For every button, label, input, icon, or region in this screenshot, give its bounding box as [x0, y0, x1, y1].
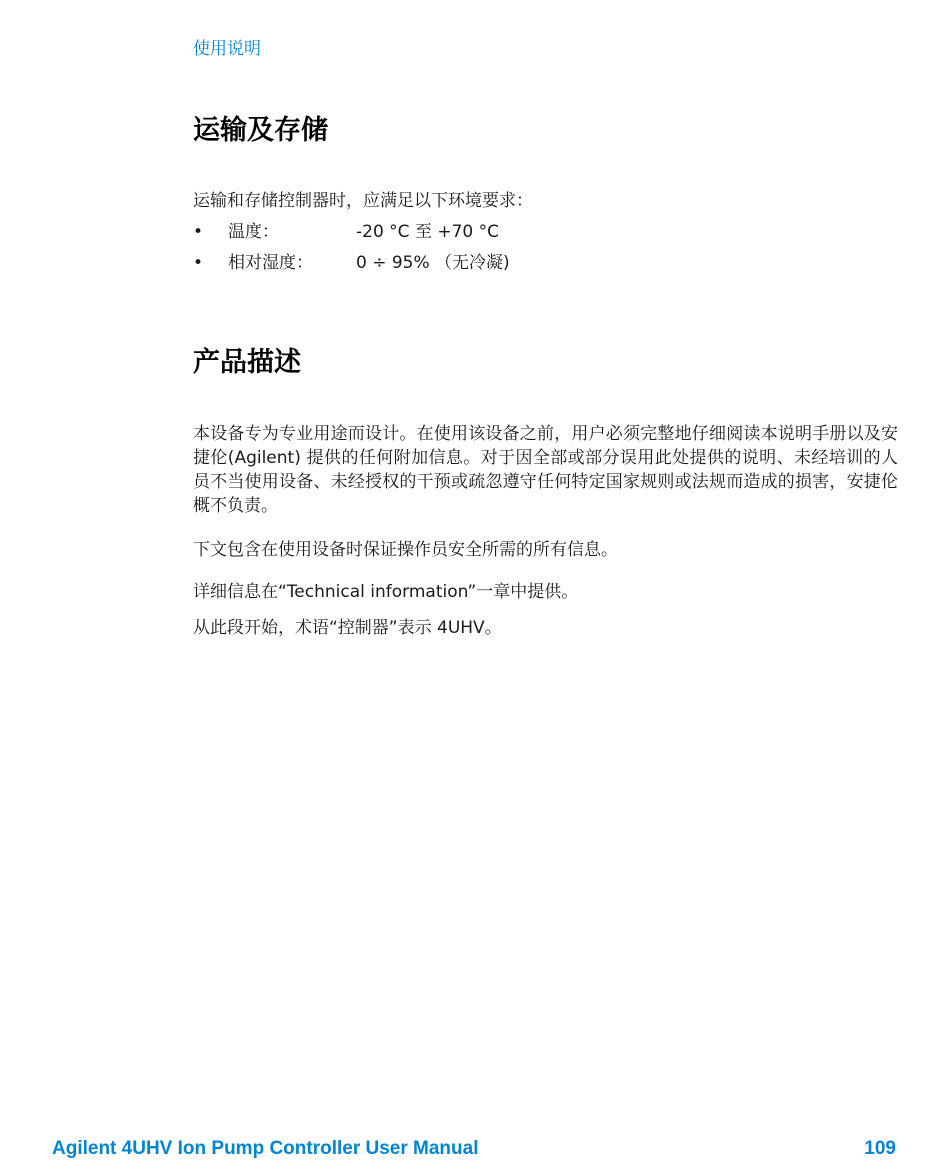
transport-intro: 运输和存储控制器时，应满足以下环境要求：	[193, 191, 533, 211]
terminology-note: 从此段开始，术语“控制器”表示 4UHV。	[193, 618, 502, 638]
requirement-value: -20 °C 至 +70 °C	[356, 222, 499, 242]
bullet-icon: •	[193, 222, 204, 242]
details-note: 详细信息在“Technical information”一章中提供。	[193, 582, 579, 602]
safety-note: 下文包含在使用设备时保证操作员安全所需的所有信息。	[193, 540, 618, 560]
product-description: 本设备专为专业用途而设计。在使用该设备之前，用户必须完整地仔细阅读本说明手册以及安捷伦(Agilent) 提供的任何附加信息。对于因全部或部分误用此处提供的说明、未经培训的人员不当使用设备、未经授权的干预或疏忽遵守任何特定国家规则或法规而造成的损害，安捷伦概不负责。	[193, 424, 898, 516]
bullet-icon: •	[193, 253, 204, 273]
requirement-label: 相对湿度：	[228, 253, 313, 273]
requirement-value: 0 ÷ 95% （无冷凝)	[356, 253, 510, 273]
section-heading-transport: 运输及存储	[193, 115, 328, 146]
footer-manual-title: Agilent 4UHV Ion Pump Controller User Manual	[52, 1138, 479, 1159]
section-heading-product: 产品描述	[193, 347, 301, 378]
running-header: 使用说明	[193, 39, 261, 59]
page-number: 109	[864, 1138, 896, 1159]
requirement-label: 温度：	[228, 222, 279, 242]
